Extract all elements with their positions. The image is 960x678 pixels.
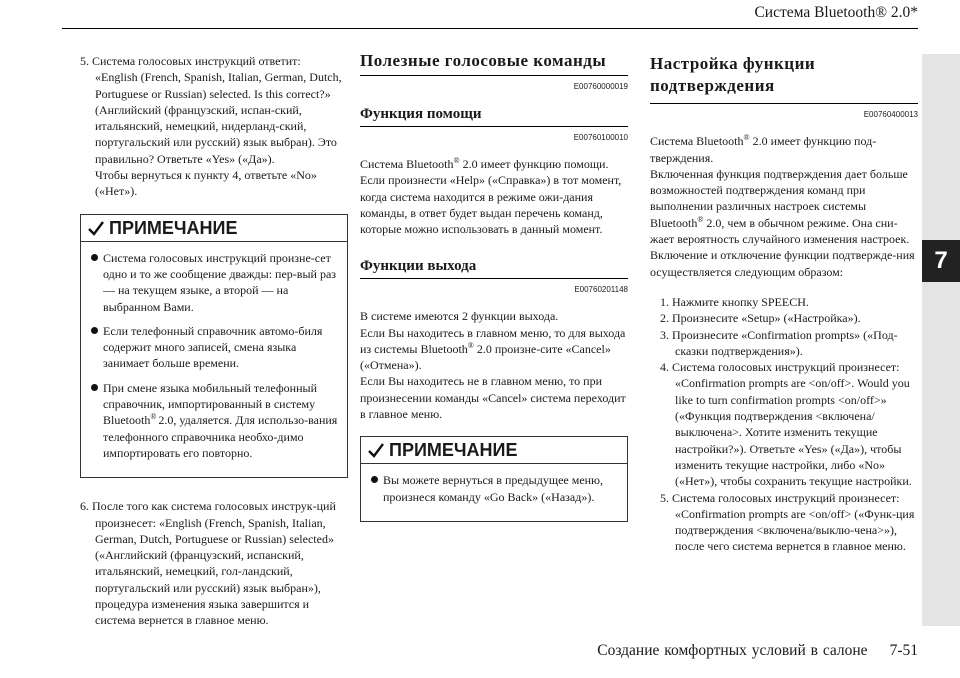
confirm-steps	[650, 294, 918, 555]
step-5	[80, 53, 348, 200]
registered-mark: ®	[453, 156, 460, 166]
step-6	[80, 498, 348, 628]
exit-title: Функции выхода	[360, 258, 628, 279]
help-title: Функция помощи	[360, 106, 628, 127]
confirm-step-text: Произнесите «Setup» («Настройка»).	[672, 311, 861, 326]
exit-text-d: Если Вы находитесь не в главном меню, то при произнесении команды «Cancel» система переходит в главное меню.	[360, 374, 626, 422]
column-2	[360, 53, 628, 522]
help-code: E00760100010	[573, 132, 628, 142]
note-box	[80, 214, 348, 479]
note-body-2	[361, 464, 627, 521]
exit-text-c: 2.0 произне-сите «Cancel» («Отмена»).	[360, 341, 611, 373]
confirm-p3: Включение и отключение функции подтвержде-ния осуществляется следующим образом:	[650, 248, 915, 279]
confirm-code: E00760400013	[863, 110, 918, 119]
column-1	[80, 53, 348, 629]
exit-text-b	[360, 325, 628, 374]
step-6-text: После того как система голосовых инструк-ций произнесет: «English (French, Spanish, Italian, German, Dutch, Portuguese or Russian) selected» («Английский (французский, испанский, итальянский, немецкий, гол-ландский, португальский или русский) язык выбран»), процедура изменения языка завершится и система вернется в главное меню.	[92, 499, 336, 628]
note-header	[81, 215, 347, 242]
note-bullet: Если телефонный справочник автомо-биля содержит много записей, смена языка занимает больше времени.	[89, 323, 339, 372]
step-6-number: 6.	[80, 499, 89, 514]
confirm-p2	[650, 166, 918, 247]
confirm-step-number: 3.	[660, 327, 669, 342]
confirm-step	[660, 359, 918, 489]
registered-mark: ®	[697, 214, 704, 224]
note-title-2: ПРИМЕЧАНИЕ	[389, 440, 518, 461]
help-text-b: 2.0 имеет функцию помощи.	[459, 157, 609, 172]
note-title: ПРИМЕЧАНИЕ	[109, 217, 238, 238]
note-bullet: Система голосовых инструкций произне-сет одно и то же сообщение дважды: пер-вый раз — на текущем языке, а второй — на выбранном Вами.	[89, 250, 339, 315]
confirm-step-text: Нажмите кнопку SPEECH.	[672, 294, 809, 309]
registered-mark: ®	[467, 340, 474, 350]
confirm-step-text: Произнесите «Confirmation prompts» («Под-сказки подтверждения»).	[672, 327, 898, 358]
confirm-step	[660, 294, 918, 310]
confirm-step-number: 4.	[660, 360, 669, 375]
side-strip	[922, 54, 960, 626]
confirm-step-text: Система голосовых инструкций произнесет: «Confirmation prompts are <on/off>. Would you like to turn confirmation prompts <on/off>» («Функция подтверждения <включена/выключена>. Хотите изменить текущие настройки?»). Ответьте «Yes» («Да»), чтобы изменить текущие настройки, либо «No» («Нет»), чтобы сохранить текущие настройки.	[672, 360, 912, 489]
pencil-check-icon	[87, 219, 105, 237]
section-code: E00760000019	[573, 82, 628, 92]
pencil-check-icon	[367, 441, 385, 459]
step-5-tail: Чтобы вернуться к пункту 4, ответьте «No» («Нет»).	[95, 168, 317, 199]
chapter-tab: 7	[922, 240, 960, 282]
confirm-p2-a: Включенная функция подтверждения дает больше возможностей подтверждения команд при выполнении различных настроек системы Bluetooth	[650, 166, 908, 230]
exit-text-a: В системе имеются 2 функции выхода.	[360, 309, 559, 324]
confirm-step	[660, 490, 918, 555]
registered-mark: ®	[743, 133, 750, 143]
note-bullet-text: 2.0, удаляется. Для использо-вания телефонного справочника необхо-димо импортировать его повторно.	[103, 413, 338, 460]
note-bullet	[89, 380, 339, 461]
header-rule	[62, 28, 918, 29]
confirm-p1-a: Система Bluetooth	[650, 134, 744, 149]
confirm-p1	[650, 133, 918, 166]
registered-mark: ®	[150, 412, 159, 422]
help-text	[360, 156, 628, 172]
note-bullet: Вы можете вернуться в предыдущее меню, произнеся команду «Go Back» («Назад»).	[369, 472, 619, 505]
footer-section: Создание комфортных условий в салоне	[597, 642, 868, 659]
section-title: Полезные голосовые команды	[360, 53, 628, 76]
column-3	[650, 53, 918, 555]
step-5-number: 5.	[80, 54, 89, 68]
help-text-c: Если произнести «Help» («Справка») в тот момент, когда система находится в режиме ожи-дания команды, в ответ будет выдан перечень команд, которые можно использовать в данный момент.	[360, 173, 622, 237]
note-bullet-text: При смене языка мобильный телефонный справочник, импортированный в систему Bluetooth	[103, 380, 318, 428]
step-5-detail: «English (French, Spanish, Italian, German, Dutch, Portuguese or Russian) selected. Is this correct?» (Английский (французский, испан-ский, итальянский, немецкий, нидерланд-ский, португальский или русский) язык выбран). Это правильно? Ответьте «Yes» («Да»).	[95, 70, 342, 166]
page-number: 7-51	[889, 642, 918, 659]
confirm-step	[660, 310, 918, 326]
confirm-step-number: 5.	[660, 490, 669, 505]
note-box-2	[360, 436, 628, 522]
confirm-section-title: Настройка функции подтверждения	[650, 53, 918, 104]
confirm-step-number: 2.	[660, 311, 669, 326]
exit-code: E00760201148	[574, 284, 628, 294]
step-5-text: Система голосовых инструкций ответит:	[92, 54, 301, 68]
confirm-step-text: Система голосовых инструкций произнесет: «Confirmation prompts are <on/off> («Функ-ция подтверждения <включена/выклю-чена>»), после чего система вернется в главное меню.	[672, 490, 915, 554]
confirm-step	[660, 327, 918, 360]
page-footer	[597, 642, 918, 660]
note-header-2	[361, 437, 627, 464]
confirm-step-number: 1.	[660, 294, 669, 309]
note-body	[81, 242, 347, 478]
help-text-a: Система Bluetooth	[360, 157, 454, 172]
page-header: Система Bluetooth® 2.0*	[754, 4, 918, 21]
exit-text-b-span: Если Вы находитесь в главном меню, то для выхода из системы Bluetooth	[360, 325, 626, 356]
confirm-p2-b: 2.0, чем в обычном режиме. Она сни-жает вероятность случайного изменения настроек.	[650, 215, 910, 247]
confirm-p1-b: 2.0 имеет функцию под-тверждения.	[650, 134, 877, 165]
